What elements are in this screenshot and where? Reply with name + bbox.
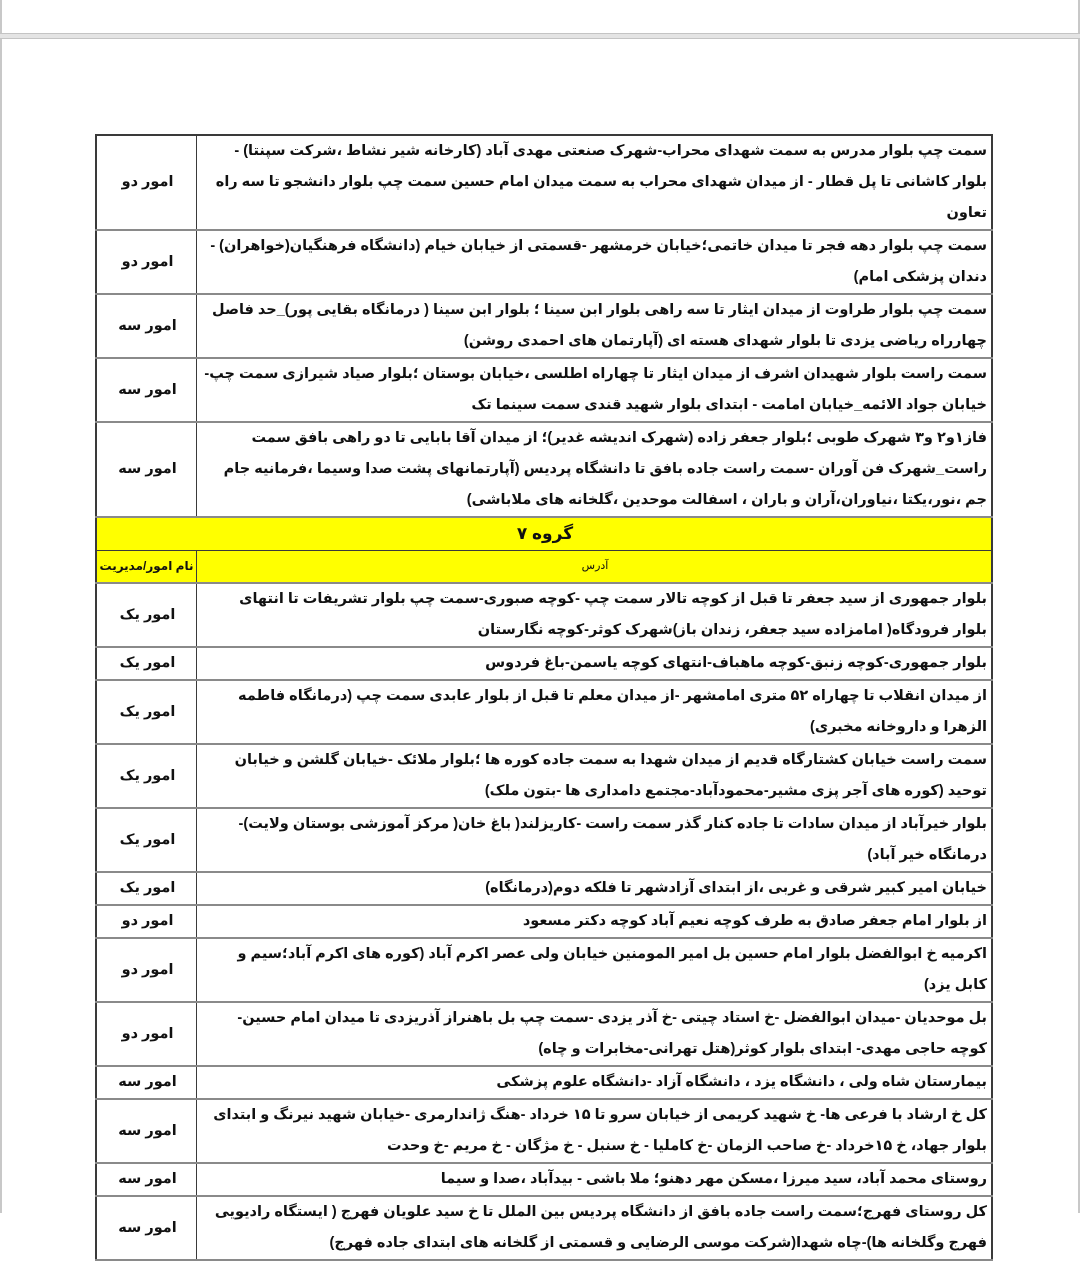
document-page[interactable] xyxy=(0,39,1080,1251)
table-row xyxy=(96,938,992,1002)
address-cell: سمت چپ بلوار دهه فجر تا میدان خاتمی؛خیابان خرمشهر -قسمتی از خیابان خیام (دانشگاه فرهنگیان(خواهران) - دندان پزشکی امام) xyxy=(197,230,993,294)
table-row xyxy=(96,1196,992,1260)
unit-cell: امور سه xyxy=(96,1099,197,1163)
table-row xyxy=(96,1066,992,1099)
address-cell: سمت چپ بلوار طراوت از میدان ایثار تا سه راهی بلوار ابن سینا ؛ بلوار ابن سینا ( درمانگاه بقایی پور)_حد فاصل چهارراه ریاضی یزدی تا بلوار شهدای هسته ای (آپارتمان های احمدی روشن) xyxy=(197,294,993,358)
group-title-row xyxy=(96,517,992,551)
unit-cell: امور سه xyxy=(96,1196,197,1260)
unit-cell: امور یک xyxy=(96,872,197,905)
table-row xyxy=(96,647,992,680)
unit-cell: امور سه xyxy=(96,1163,197,1196)
address-cell: کل روستای فهرج؛سمت راست جاده بافق از دانشگاه پردیس بین الملل تا خ سید علویان فهرج ( ایستگاه رادیویی فهرج وگلخانه ها)-چاه شهدا(شرکت موسی الرضایی و قسمتی از گلخانه های ابتدای جاده فهرج) xyxy=(197,1196,993,1260)
address-cell: بیمارستان شاه ولی ، دانشگاه یزد ، دانشگاه آزاد -دانشگاه علوم پزشکی xyxy=(197,1066,993,1099)
column-header-address: آدرس xyxy=(197,551,993,584)
address-cell: بلوار خیرآباد از میدان سادات تا جاده کنار گذر سمت راست -کاریزلند( باغ خان( مرکز آموزشی بوستان ولایت)-درمانگاه خیر آباد) xyxy=(197,808,993,872)
unit-cell: امور یک xyxy=(96,680,197,744)
table-row xyxy=(96,1002,992,1066)
unit-cell: امور سه xyxy=(96,358,197,422)
address-cell: سمت راست بلوار شهیدان اشرف از میدان ایثار تا چهاراه اطلسی ،خیابان بوستان ؛بلوار صیاد شیرازی سمت چپ-خیابان جواد الائمه_خیابان امامت - ابتدای بلوار شهید قندی سمت سینما تک xyxy=(197,358,993,422)
unit-cell: امور دو xyxy=(96,1002,197,1066)
previous-page-edge xyxy=(0,0,1080,34)
unit-cell: امور دو xyxy=(96,938,197,1002)
unit-cell: امور سه xyxy=(96,422,197,517)
column-header-row xyxy=(96,551,992,584)
table-row xyxy=(96,1099,992,1163)
address-cell: بلوار جمهوری-کوچه زنبق-کوچه ماهباف-انتهای کوچه یاسمن-باغ فردوس xyxy=(197,647,993,680)
unit-cell: امور یک xyxy=(96,583,197,647)
unit-cell: امور دو xyxy=(96,230,197,294)
table-row xyxy=(96,680,992,744)
table-row xyxy=(96,230,992,294)
table-row xyxy=(96,744,992,808)
address-cell: فاز۱و۲ و۳ شهرک طوبی ؛بلوار جعفر زاده (شهرک اندیشه غدیر)؛ از میدان آقا بابایی تا دو راهی بافق سمت راست_شهرک فن آوران -سمت راست جاده بافق تا دانشگاه پردیس (آپارتمانهای پشت صدا وسیما ،فرمانیه جام جم ،نور،یکتا ،نیاوران،آران و باران ، اسفالت موحدین ،گلخانه های ملاباشی) xyxy=(197,422,993,517)
address-cell: از بلوار امام جعفر صادق به طرف کوچه نعیم آباد کوچه دکتر مسعود xyxy=(197,905,993,938)
address-cell: روستای محمد آباد، سید میرزا ،مسکن مهر دهنو؛ ملا باشی - بیدآباد ،صدا و سیما xyxy=(197,1163,993,1196)
table-row xyxy=(96,294,992,358)
address-cell: کل خ ارشاد با فرعی ها- خ شهید کریمی از خیابان سرو تا ۱۵ خرداد -هنگ ژاندارمری -خیابان شهید نیرنگ و ابتدای بلوار جهاد، خ ۱۵خرداد -خ صاحب الزمان -خ کاملیا - خ سنبل - خ مژگان - خ مریم -خ وحدت xyxy=(197,1099,993,1163)
address-cell: خیابان امیر کبیر شرقی و غربی ،از ابتدای آزادشهر تا فلکه دوم(درمانگاه) xyxy=(197,872,993,905)
unit-cell: امور یک xyxy=(96,808,197,872)
address-cell: سمت راست خیابان کشتارگاه قدیم از میدان شهدا به سمت جاده کوره ها ؛بلوار ملائک -خیابان گلشن و خیابان توحید (کوره های آجر پزی مشیر-محمودآباد-مجتمع دامداری ها -بتون ملک) xyxy=(197,744,993,808)
table-row xyxy=(96,905,992,938)
address-cell: بلوار جمهوری از سید جعفر تا قبل از کوچه تالار سمت چپ -کوچه صبوری-سمت چپ بلوار تشریفات تا انتهای بلوار فرودگاه( امامزاده سید جعفر، زندان باز)شهرک کوثر-کوچه نگارستان xyxy=(197,583,993,647)
address-cell: سمت چپ بلوار مدرس به سمت شهدای محراب-شهرک صنعتی مهدی آباد (کارخانه شیر نشاط ،شرکت سپنتا) - بلوار کاشانی تا پل قطار - از میدان شهدای محراب به سمت میدان امام حسین سمت چپ بلوار دانشجو تا سه راه تعاون xyxy=(197,135,993,230)
address-cell: اکرمیه خ ابوالفضل بلوار امام حسین بل امیر المومنین خیابان ولی عصر اکرم آباد (کوره های اکرم آباد؛سیم و کابل یزد) xyxy=(197,938,993,1002)
table-row xyxy=(96,358,992,422)
table-row xyxy=(96,1163,992,1196)
outage-schedule-table xyxy=(95,134,993,1261)
address-cell: بل موحدیان -میدان ابوالفضل -خ استاد چیتی -خ آذر یزدی -سمت چپ بل باهنراز آذریزدی تا میدان امام حسین- کوچه حاجی مهدی- ابتدای بلوار کوثر(هتل تهرانی-مخابرات و چاه) xyxy=(197,1002,993,1066)
unit-cell: امور یک xyxy=(96,647,197,680)
group-title: گروه ۷ xyxy=(96,517,992,551)
unit-cell: امور دو xyxy=(96,135,197,230)
unit-cell: امور یک xyxy=(96,744,197,808)
unit-cell: امور سه xyxy=(96,294,197,358)
column-header-unit: نام امور/مدیریت xyxy=(96,551,197,584)
table-row xyxy=(96,872,992,905)
unit-cell: امور سه xyxy=(96,1066,197,1099)
table-row xyxy=(96,583,992,647)
address-cell: از میدان انقلاب تا چهاراه ۵۲ متری امامشهر -از میدان معلم تا قبل از بلوار عابدی سمت چپ (درمانگاه فاطمه الزهرا و داروخانه مخبری) xyxy=(197,680,993,744)
unit-cell: امور دو xyxy=(96,905,197,938)
table-row xyxy=(96,808,992,872)
table-row xyxy=(96,135,992,230)
table-row xyxy=(96,422,992,517)
